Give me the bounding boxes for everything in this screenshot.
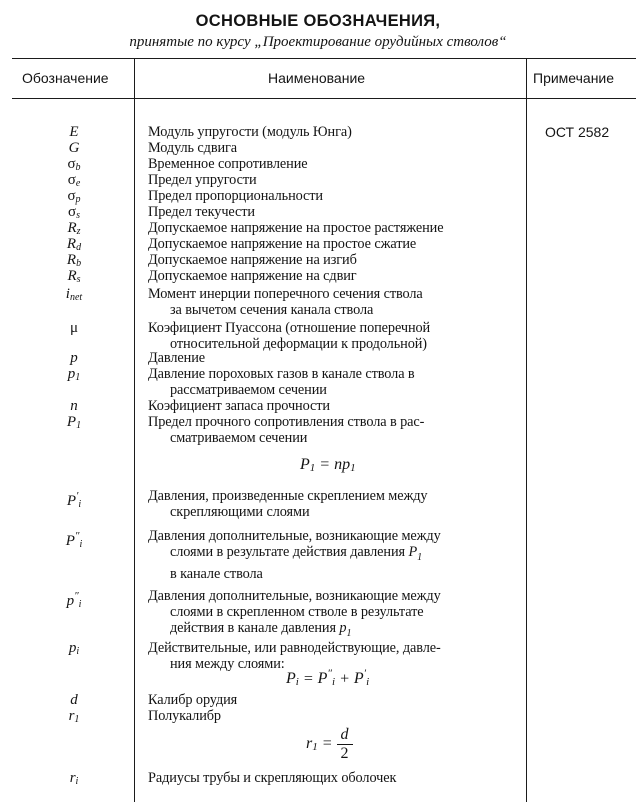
description-line: относительной деформации к продольной) <box>170 336 427 352</box>
description-line: Предел прочного сопротивления ствола в рас- <box>148 414 425 430</box>
description-line: ния между слоями: <box>170 656 285 672</box>
formula: $P_1 = np_1$ <box>300 456 356 474</box>
description-cell <box>148 236 514 252</box>
description-cell <box>148 708 514 724</box>
description-cell <box>148 124 514 140</box>
symbol-cell: $p''_i$ <box>66 590 82 610</box>
description-line: Радиусы трубы и скрепляющих оболочек <box>148 770 397 786</box>
symbol-cell: $\sigma_p$ <box>67 188 81 205</box>
description-cell <box>148 268 514 284</box>
symbol-cell: $R_b$ <box>66 252 82 269</box>
description-cell <box>148 366 514 398</box>
description-line: Предел пропорциональности <box>148 188 323 204</box>
description-cell <box>148 252 514 268</box>
symbol-cell: $P'_i$ <box>66 490 82 510</box>
description-line: Действительные, или равнодействующие, давле- <box>148 640 441 656</box>
description-line: Предел текучести <box>148 204 255 220</box>
column-divider <box>134 58 135 802</box>
column-header-symbol: Обозначение <box>22 70 109 86</box>
description-line: действия в канале давления $p_1$ <box>170 620 352 639</box>
description-cell <box>148 320 514 352</box>
symbol-cell: $p_1$ <box>67 366 81 383</box>
symbol-cell: $\sigma_s$ <box>68 204 80 221</box>
symbol-cell: $\sigma_e$ <box>67 172 81 189</box>
table-top-rule <box>12 58 636 59</box>
description-line: Полукалибр <box>148 708 221 724</box>
description-cell <box>148 588 514 642</box>
description-cell <box>148 770 514 786</box>
description-line: Коэфициент Пуассона (отношение поперечной <box>148 320 431 336</box>
description-line: Допускаемое напряжение на простое сжатие <box>148 236 417 252</box>
page-subtitle: принятые по курсу „Проектирование орудийных стволов“ <box>129 34 507 50</box>
description-line: Калибр орудия <box>148 692 238 708</box>
symbol-cell: $r_i$ <box>69 770 79 787</box>
symbol-cell: $p_i$ <box>68 640 80 657</box>
symbol-cell: $R_z$ <box>67 220 81 237</box>
symbol-cell: $R_s$ <box>67 268 81 285</box>
description-line: Давление <box>148 350 205 366</box>
description-cell <box>148 188 514 204</box>
symbol-cell: $r_1$ <box>68 708 80 725</box>
formula: $r_1$ = $\frac{d}{2}$ <box>306 726 353 763</box>
symbol-cell: $i_{net}$ <box>65 286 83 303</box>
description-cell <box>148 398 514 414</box>
description-line: скрепляющими слоями <box>170 504 310 520</box>
description-line: Предел упругости <box>148 172 257 188</box>
symbol-cell: $\sigma_b$ <box>67 156 81 173</box>
symbol-cell: μ <box>69 320 79 336</box>
description-line: Допускаемое напряжение на изгиб <box>148 252 357 268</box>
description-line: Допускаемое напряжение на простое растяжение <box>148 220 444 236</box>
column-header-note: Примечание <box>533 70 615 86</box>
description-line: Модуль сдвига <box>148 140 238 156</box>
description-line: в канале ствола <box>170 565 263 582</box>
description-line: Момент инерции поперечного сечения ствола <box>148 286 423 302</box>
symbol-cell: d <box>70 692 78 708</box>
description-cell <box>148 488 514 520</box>
description-line: Давления дополнительные, возникающие между <box>148 528 441 544</box>
description-line: Давление пороховых газов в канале ствола в <box>148 366 415 382</box>
description-cell <box>148 350 514 366</box>
description-line: слоями в скрепленном стволе в результате <box>170 604 424 620</box>
description-cell <box>148 204 514 220</box>
description-cell <box>148 172 514 188</box>
description-line: Давления дополнительные, возникающие между <box>148 588 441 604</box>
description-line: за вычетом сечения канала ствола <box>170 302 374 318</box>
description-cell <box>148 414 514 446</box>
column-divider <box>526 58 527 802</box>
description-line: Коэфициент запаса прочности <box>148 398 330 414</box>
description-line: Модуль упругости (модуль Юнга) <box>148 124 352 140</box>
symbol-cell: p <box>70 350 78 366</box>
symbol-cell: G <box>68 140 80 156</box>
symbol-cell: $P''_i$ <box>65 530 83 550</box>
page-title: ОСНОВНЫЕ ОБОЗНАЧЕНИЯ, <box>195 12 441 30</box>
description-cell <box>148 528 514 582</box>
table-header-rule <box>12 98 636 99</box>
description-line: слоями в результате действия давления $P_1$ <box>170 544 423 563</box>
column-header-name: Наименование <box>268 70 366 86</box>
description-line: сматриваемом сечении <box>170 430 308 446</box>
description-cell <box>148 692 514 708</box>
symbol-cell: $P_1$ <box>66 414 82 431</box>
description-line: рассматриваемом сечении <box>170 382 327 398</box>
description-line: Временное сопротивление <box>148 156 308 172</box>
symbol-cell: E <box>69 124 79 140</box>
note-cell: ОСТ 2582 <box>545 124 610 140</box>
symbol-cell: $R_d$ <box>66 236 82 253</box>
description-cell <box>148 156 514 172</box>
description-cell <box>148 140 514 156</box>
description-cell <box>148 220 514 236</box>
description-line: Допускаемое напряжение на сдвиг <box>148 268 357 284</box>
formula: $P_i = P''_i + P'_i$ <box>286 668 370 689</box>
description-line: Давления, произведенные скреплением между <box>148 488 428 504</box>
symbol-cell: n <box>70 398 78 414</box>
description-cell <box>148 286 514 318</box>
